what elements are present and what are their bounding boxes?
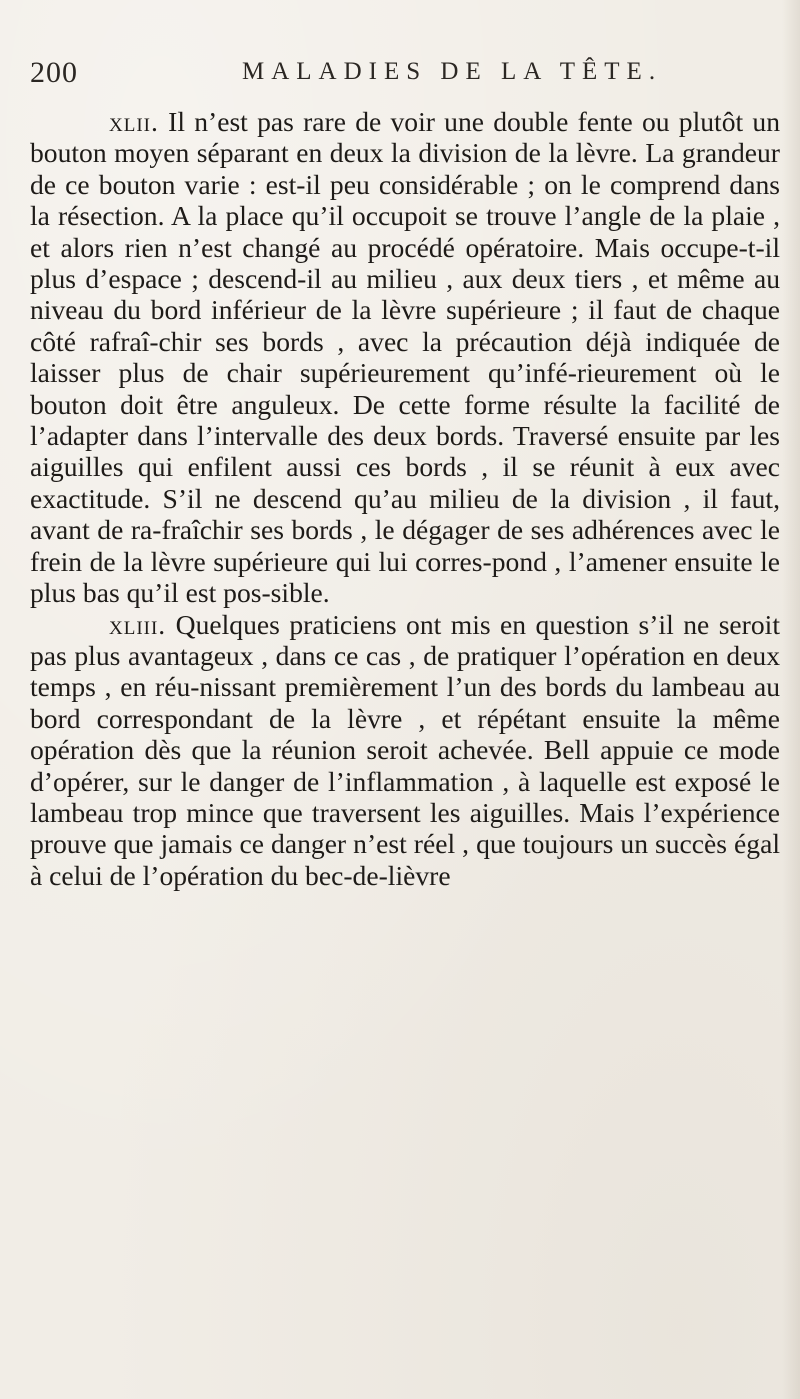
body-text bbox=[30, 106, 780, 891]
page-edge-shadow bbox=[782, 0, 800, 1399]
paragraph-text: Il n’est pas rare de voir une double fente ou plutôt un bouton moyen séparant en deux la division de la lèvre. La grandeur de ce bouton varie : est-il peu considérable ; on le comprend dans la résection. A la place qu’il occupoit se trouve l’angle de la plaie , et alors rien n’est changé au procédé opératoire. Mais occupe-t-il plus d’espace ; descend-il au milieu , aux deux tiers , et même au niveau du bord inférieur de la lèvre supérieure ; il faut de chaque côté rafraî-chir ses bords , avec la précaution déjà indiquée de laisser plus de chair supérieurement qu’infé-rieurement où le bouton doit être anguleux. De cette forme résulte la facilité de l’adapter dans l’intervalle des deux bords. Traversé ensuite par les aiguilles qui enfilent aussi ces bords , il se réunit à eux avec exactitude. S’il ne descend qu’au milieu de la division , il faut, avant de ra-fraîchir ses bords , le dégager de ses adhérences avec le frein de la lèvre supérieure qui lui corres-pond , l’amener ensuite le plus bas qu’il est pos-sible. bbox=[30, 106, 780, 609]
section-number: xlii. bbox=[109, 106, 159, 137]
page-number: 200 bbox=[30, 56, 78, 89]
paragraph-xlii bbox=[30, 106, 780, 609]
section-number: xliii. bbox=[109, 608, 167, 640]
running-head bbox=[30, 56, 770, 96]
paragraph-xliii bbox=[30, 609, 780, 892]
paragraph-text: Quelques praticiens ont mis en question s’il ne seroit pas plus avantageux , dans ce cas , de pratiquer l’opération en deux temps , en réu-nissant premièrement l’un des bords du lambeau au bord correspondant de la lèvre , et répétant ensuite la même opération dès que la réunion seroit achevée. Bell appuie ce mode d’opérer, sur le danger de l’inflammation , à laquelle est exposé le lambeau trop mince que traversent les aiguilles. Mais l’expérience prouve que jamais ce danger n’est réel , que toujours un succès égal à celui de l’opération du bec-de-lièvre bbox=[30, 608, 780, 891]
running-title: MALADIES DE LA TÊTE. bbox=[242, 58, 663, 85]
